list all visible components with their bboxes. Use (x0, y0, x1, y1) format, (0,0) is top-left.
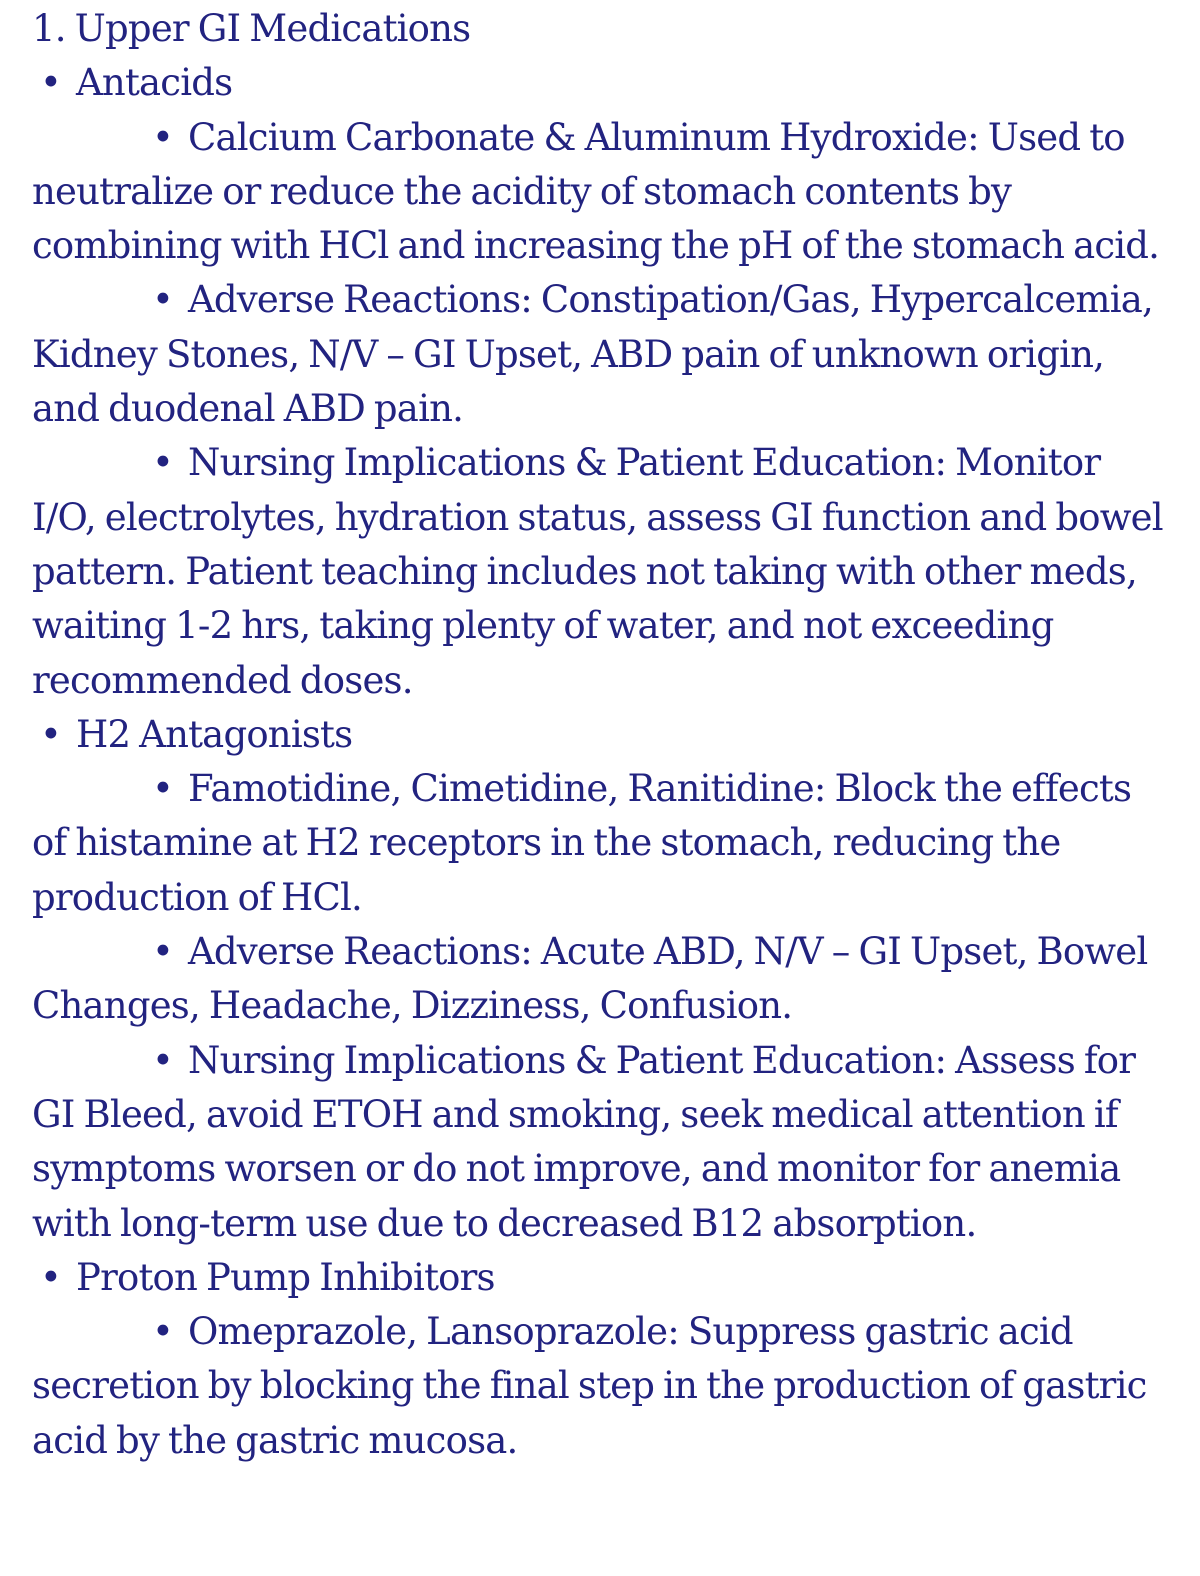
list-item (32, 1305, 1172, 1468)
document-page (32, 2, 1172, 1468)
list-item (32, 762, 1172, 925)
bullet-icon: • (152, 115, 174, 159)
list-item-text: Adverse Reactions: Acute ABD, N/V – GI Upset, Bowel Changes, Headache, Dizziness, Confusion. (32, 930, 1148, 1028)
document-heading: 1. Upper GI Medications (32, 7, 471, 50)
section-proton-pump-inhibitors (32, 1251, 1172, 1305)
section-title: Antacids (76, 61, 233, 105)
list-item-text: Adverse Reactions: Constipation/Gas, Hypercalcemia, Kidney Stones, N/V – GI Upset, ABD pain of unknown origin, and duodenal ABD pain. (32, 278, 1153, 431)
list-item-text: Nursing Implications & Patient Education: Assess for GI Bleed, avoid ETOH and smoking, seek medical attention if symptoms worsen or do not improve, and monitor for anemia with long-term use due to decreased B12 absorption. (32, 1038, 1136, 1245)
bullet-icon: • (152, 1038, 174, 1082)
section-title: H2 Antagonists (76, 712, 353, 756)
bullet-icon: • (152, 278, 174, 322)
section-title: Proton Pump Inhibitors (76, 1255, 495, 1299)
bullet-icon: • (152, 767, 174, 811)
bullet-icon: • (40, 61, 62, 105)
list-item (32, 1034, 1172, 1251)
list-item (32, 273, 1172, 436)
list-item-text: Famotidine, Cimetidine, Ranitidine: Block the effects of histamine at H2 receptors in the stomach, reducing the production of HCl. (32, 767, 1132, 919)
list-item (32, 925, 1172, 1034)
list-item (32, 111, 1172, 274)
list-item-text: Calcium Carbonate & Aluminum Hydroxide: Used to neutralize or reduce the acidity of stomach contents by combining with HCl and increasing the pH of the stomach acid. (32, 115, 1160, 268)
list-item (32, 436, 1172, 707)
bullet-icon: • (152, 441, 174, 485)
bullet-icon: • (40, 1255, 62, 1299)
list-item-text: Nursing Implications & Patient Education: Monitor I/O, electrolytes, hydration status, assess GI function and bowel pattern. Patient teaching includes not taking with other meds, waiting 1-2 hrs, taking plenty of water, and not exceeding recommended doses. (32, 441, 1163, 702)
bullet-icon: • (40, 712, 62, 756)
section-h2-antagonists (32, 708, 1172, 762)
bullet-icon: • (152, 1310, 174, 1354)
section-antacids (32, 56, 1172, 110)
list-item-text: Omeprazole, Lansoprazole: Suppress gastric acid secretion by blocking the final step in the production of gastric acid by the gastric mucosa. (32, 1310, 1147, 1462)
bullet-icon: • (152, 930, 174, 974)
